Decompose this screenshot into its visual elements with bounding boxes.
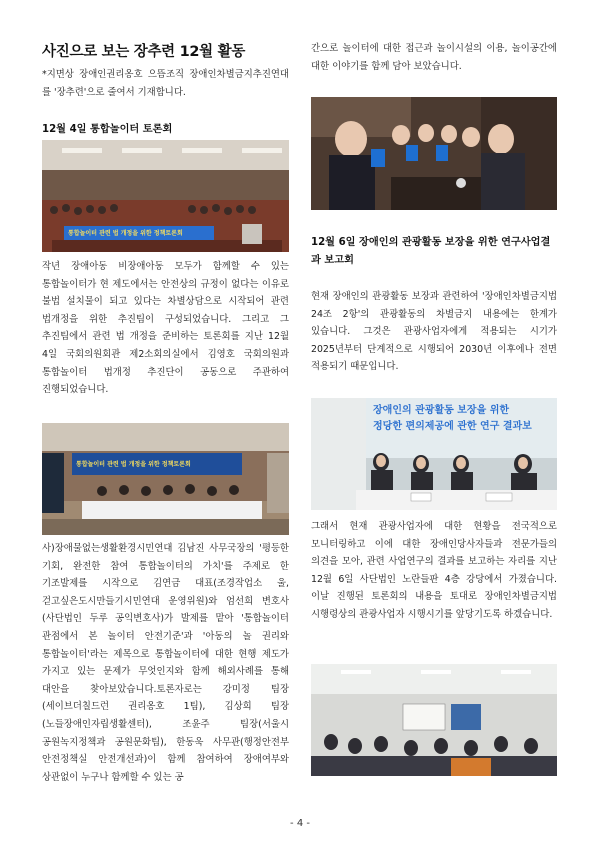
photo4-banner-line2: 정당한 편의제공에 관한 연구 결과보 <box>373 421 532 432</box>
photo-tourism-panel <box>311 398 557 510</box>
paragraph-tourism-details: 그래서 현재 관광사업자에 대한 현황을 전국적으로 모니터링하고 이에 대한 장애인당사자들과 전문가들의 의견을 모아, 관련 사업연구의 결과를 보고하는 자리를 지난 12월 6일 사단법인 노란들판 4층 강당에서 가졌습니다. 이날 진행된 토론회의 내용을 토대로 장애인차별금지법 시행령상의 관광사업자 시행시기를 앞당기도록 하겠습니다. <box>311 521 557 620</box>
paragraph-tourism-intro: 현재 장애인의 관광활동 보장과 관련하여 '장애인차별금지법 24조 2항'의 관광활동의 차별금지 내용에는 한계가 있습니다. 그것은 관광사업자에게 적용되는 시기가 2025년부터 단계적으로 시행되어 2030년 이후에나 전면 적용되기 때문입니다. <box>311 291 557 373</box>
photo-playground-forum-group <box>42 140 289 252</box>
photo-playground-forum-panel <box>42 423 289 535</box>
paragraph-playground-intro: 작년 장애아동 비장애아동 모두가 함께할 수 있는 통합놀이터가 현 제도에서는 안전상의 규정이 없다는 이유로 불법 설치물이 되고 있다는 차별상담으로 시작되어 관련 법개정을 위한 추진팀이 구성되었습니다. 그리고 그 추진팀에서 관련 법 개정을 준비하는 토론회를 지난 12월 4일 국회의원회관 제2소회의실에서 김영호 국회의원과 통합놀이터 법개정 추진단이 공동으로 주관하여 진행되었습니다. <box>42 261 289 396</box>
photo2-banner-text: 통합놀이터 관련 법 개정을 위한 정책토론회 <box>76 461 191 468</box>
photo1-banner-text: 통합놀이터 관련 법 개정을 위한 정책토론회 <box>68 230 183 237</box>
photo-group-selfie <box>311 97 557 210</box>
paragraph-playground-details: 사)장애물없는생활환경시민연대 김남진 사무국장의 '평등한 기회, 완전한 참여 통합놀이터의 가치'를 주제로 한 기조발제를 시작으로 김연금 대표(조경작업소 울, 걷고싶은도시만들기시민연대 운영위원)와 엄선희 변호사(사단법인 두루 공익변호사)가 발제를 맡아 '통합놀이터 관점에서 본 놀이터 안전기준'과 '아동의 놀 권리와 통합놀이터'라는 제목으로 통합놀이터에 대한 현행 제도가 가지고 있는 문제가 무엇인지와 함께 해외사례를 통해 대안을 찾아보았습니다.토론자로는 강미정 팀장(세이브더칠드런 권리옹호 1팀), 김상희 팀장(노들장애인자립생활센터), 조윤주 팀장(서울시 공원녹지정책과 공원문화팀), 한동욱 사무관(행정안전부 안전정책실 안전개선과)이 함께 참여하여 장애여부와 상관없이 누구나 함께할 수 있는 공 <box>42 543 289 783</box>
photo4-banner-line1: 장애인의 관광활동 보장을 위한 <box>373 405 510 416</box>
page-number: - 4 - <box>290 818 310 829</box>
intro-note: *지면상 장애인권리옹호 으뜸조직 장애인차별금지추진연대를 '장추련'으로 줄여서 기재합니다. <box>42 69 289 98</box>
photo-tourism-audience <box>311 664 557 776</box>
paragraph-playground-continued: 간으로 놀이터에 대한 접근과 놀이시설의 이용, 놀이공간에 대한 이야기를 함께 담아 보았습니다. <box>311 43 557 72</box>
page-title: 사진으로 보는 장추련 12월 활동 <box>42 44 246 60</box>
section-heading-tourism: 12월 6일 장애인의 관광활동 보장을 위한 연구사업결과 보고회 <box>311 237 551 266</box>
section-heading-playground: 12월 4일 통합놀이터 토론회 <box>42 124 173 135</box>
